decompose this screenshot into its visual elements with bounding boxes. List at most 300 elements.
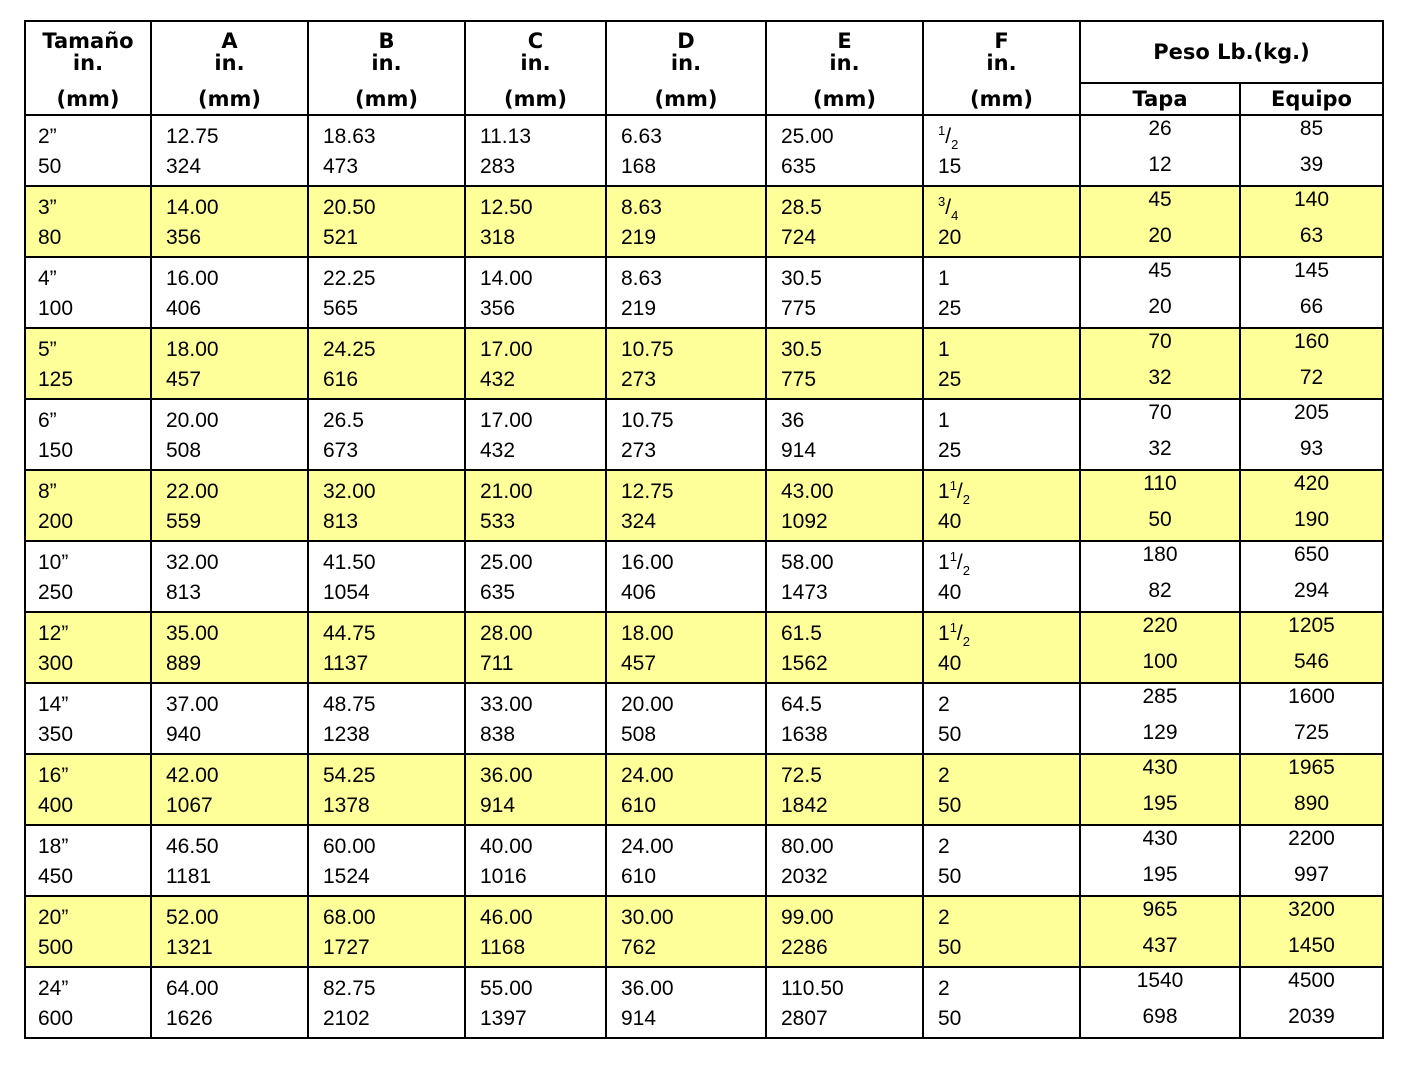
c-mm: 356 (480, 297, 516, 320)
f-in (938, 195, 1079, 221)
cell-c (465, 754, 606, 825)
table-row (25, 967, 1383, 1038)
header-c-title: C (527, 28, 544, 53)
header-size (25, 21, 151, 115)
cell-e (766, 683, 923, 754)
equipo-kg: 725 (1293, 721, 1330, 744)
cell-equipo (1240, 115, 1383, 186)
e-in: 25.00 (781, 125, 834, 148)
f-in (938, 763, 1079, 789)
cell-d (606, 328, 766, 399)
tapa-kg: 437 (1142, 934, 1178, 957)
cell-a (151, 896, 308, 967)
cell-b (308, 967, 465, 1038)
f-mm: 20 (938, 226, 962, 249)
a-in: 32.00 (166, 551, 219, 574)
e-in: 58.00 (781, 551, 834, 574)
equipo-kg: 890 (1293, 792, 1330, 815)
equipo-kg: 72 (1299, 366, 1324, 389)
cell-tapa (1080, 399, 1240, 470)
cell-c (465, 896, 606, 967)
d-mm: 324 (621, 510, 657, 533)
b-in: 22.25 (323, 267, 376, 290)
a-in: 18.00 (166, 338, 219, 361)
e-mm: 914 (781, 439, 817, 462)
equipo-kg: 1450 (1288, 934, 1335, 957)
f-in (938, 408, 1079, 434)
a-in: 37.00 (166, 693, 219, 716)
f-whole: 1 (938, 551, 950, 574)
e-mm: 775 (781, 368, 817, 391)
header-f-unit-mm: (mm) (970, 87, 1033, 112)
f-numerator: 1 (949, 620, 957, 635)
d-mm: 168 (621, 155, 657, 178)
f-whole: 1 (938, 338, 950, 361)
tapa-lb: 180 (1142, 543, 1178, 566)
tapa-kg: 82 (1148, 579, 1172, 602)
e-in: 72.5 (781, 764, 822, 787)
cell-a (151, 754, 308, 825)
c-in: 28.00 (480, 622, 533, 645)
a-mm: 813 (166, 581, 202, 604)
cell-size (25, 754, 151, 825)
cell-b (308, 683, 465, 754)
size-mm: 250 (38, 581, 74, 604)
equipo-lb: 160 (1293, 330, 1330, 353)
tapa-kg: 32 (1148, 437, 1172, 460)
f-whole: 1 (938, 409, 950, 432)
d-in: 36.00 (621, 977, 674, 1000)
f-in (938, 550, 1079, 576)
equipo-lb: 420 (1293, 472, 1330, 495)
header-tapa: Tapa (1080, 83, 1240, 115)
c-in: 12.50 (480, 196, 533, 219)
cell-d (606, 754, 766, 825)
b-in: 32.00 (323, 480, 376, 503)
cell-e (766, 186, 923, 257)
cell-b (308, 257, 465, 328)
cell-b (308, 541, 465, 612)
e-in: 61.5 (781, 622, 822, 645)
tapa-kg: 129 (1142, 721, 1178, 744)
e-mm: 1562 (781, 652, 828, 675)
header-c-unit-mm: (mm) (504, 87, 567, 112)
cell-b (308, 470, 465, 541)
e-in: 64.5 (781, 693, 822, 716)
c-mm: 432 (480, 439, 516, 462)
header-size-title: Tamaño (42, 28, 134, 53)
cell-f (923, 754, 1080, 825)
cell-size (25, 470, 151, 541)
size-mm: 200 (38, 510, 74, 533)
equipo-kg: 66 (1299, 295, 1324, 318)
f-mm: 25 (938, 297, 962, 320)
cell-equipo (1240, 754, 1383, 825)
cell-equipo (1240, 328, 1383, 399)
cell-c (465, 612, 606, 683)
cell-tapa (1080, 612, 1240, 683)
f-slash: / (945, 196, 952, 219)
tapa-kg: 20 (1148, 224, 1172, 247)
cell-b (308, 896, 465, 967)
cell-f (923, 967, 1080, 1038)
equipo-lb: 4500 (1288, 969, 1335, 992)
d-mm: 219 (621, 226, 657, 249)
cell-size (25, 967, 151, 1038)
e-mm: 1638 (781, 723, 828, 746)
cell-tapa (1080, 115, 1240, 186)
header-c-unit-in: in. (520, 50, 551, 75)
equipo-lb: 3200 (1288, 898, 1335, 921)
header-f-unit-in: in. (986, 50, 1017, 75)
cell-a (151, 328, 308, 399)
f-slash: / (956, 480, 963, 503)
a-mm: 1067 (166, 794, 213, 817)
f-whole: 1 (938, 480, 950, 503)
cell-a (151, 967, 308, 1038)
a-in: 20.00 (166, 409, 219, 432)
cell-tapa (1080, 541, 1240, 612)
a-in: 42.00 (166, 764, 219, 787)
table-header (25, 21, 1383, 115)
e-in: 43.00 (781, 480, 834, 503)
a-mm: 940 (166, 723, 202, 746)
f-mm: 50 (938, 1007, 962, 1030)
cell-size (25, 825, 151, 896)
size-mm: 50 (38, 155, 62, 178)
cell-b (308, 612, 465, 683)
cell-e (766, 470, 923, 541)
d-in: 24.00 (621, 764, 674, 787)
equipo-kg: 997 (1293, 863, 1330, 886)
b-in: 68.00 (323, 906, 376, 929)
b-mm: 1054 (323, 581, 370, 604)
a-mm: 559 (166, 510, 202, 533)
table-row (25, 541, 1383, 612)
cell-f (923, 825, 1080, 896)
tapa-lb: 965 (1142, 898, 1178, 921)
cell-equipo (1240, 896, 1383, 967)
cell-size (25, 612, 151, 683)
size-in: 4” (38, 267, 57, 290)
e-mm: 2032 (781, 865, 828, 888)
a-mm: 324 (166, 155, 202, 178)
cell-c (465, 257, 606, 328)
f-whole: 2 (938, 835, 950, 858)
f-mm: 50 (938, 723, 962, 746)
f-in (938, 621, 1079, 647)
f-mm: 50 (938, 794, 962, 817)
cell-e (766, 115, 923, 186)
cell-e (766, 967, 923, 1038)
cell-d (606, 896, 766, 967)
c-in: 21.00 (480, 480, 533, 503)
size-in: 10” (38, 551, 69, 574)
cell-equipo (1240, 683, 1383, 754)
c-mm: 914 (480, 794, 516, 817)
equipo-kg: 294 (1293, 579, 1330, 602)
cell-a (151, 257, 308, 328)
cell-a (151, 825, 308, 896)
f-mm: 40 (938, 510, 962, 533)
f-mm: 40 (938, 652, 962, 675)
cell-d (606, 967, 766, 1038)
size-in: 2” (38, 125, 57, 148)
f-in (938, 905, 1079, 931)
cell-f (923, 328, 1080, 399)
cell-c (465, 683, 606, 754)
e-mm: 2807 (781, 1007, 828, 1030)
table-row (25, 896, 1383, 967)
size-mm: 150 (38, 439, 74, 462)
d-in: 12.75 (621, 480, 674, 503)
table-row (25, 612, 1383, 683)
size-mm: 500 (38, 936, 74, 959)
b-mm: 2102 (323, 1007, 370, 1030)
e-in: 110.50 (781, 977, 844, 1000)
b-mm: 473 (323, 155, 359, 178)
c-mm: 1016 (480, 865, 527, 888)
f-denominator: 4 (951, 208, 959, 223)
f-whole: 2 (938, 693, 950, 716)
e-in: 28.5 (781, 196, 822, 219)
size-mm: 600 (38, 1007, 74, 1030)
c-mm: 635 (480, 581, 516, 604)
table-row (25, 257, 1383, 328)
a-in: 12.75 (166, 125, 219, 148)
header-b (308, 21, 465, 115)
size-in: 24” (38, 977, 69, 1000)
e-mm: 1092 (781, 510, 828, 533)
e-mm: 1473 (781, 581, 828, 604)
size-mm: 300 (38, 652, 74, 675)
cell-d (606, 257, 766, 328)
size-in: 18” (38, 835, 69, 858)
a-in: 46.50 (166, 835, 219, 858)
equipo-lb: 145 (1293, 259, 1330, 282)
c-mm: 283 (480, 155, 516, 178)
c-in: 14.00 (480, 267, 533, 290)
c-mm: 318 (480, 226, 516, 249)
tapa-kg: 100 (1142, 650, 1178, 673)
size-in: 16” (38, 764, 69, 787)
c-mm: 432 (480, 368, 516, 391)
header-e (766, 21, 923, 115)
size-mm: 450 (38, 865, 74, 888)
f-denominator: 2 (962, 563, 970, 578)
cell-size (25, 896, 151, 967)
tapa-kg: 50 (1148, 508, 1172, 531)
cell-equipo (1240, 825, 1383, 896)
cell-a (151, 541, 308, 612)
cell-d (606, 825, 766, 896)
table-row (25, 328, 1383, 399)
cell-c (465, 825, 606, 896)
e-in: 36 (781, 409, 805, 432)
tapa-lb: 430 (1142, 827, 1178, 850)
cell-size (25, 257, 151, 328)
cell-size (25, 115, 151, 186)
cell-e (766, 896, 923, 967)
cell-c (465, 186, 606, 257)
e-in: 80.00 (781, 835, 834, 858)
f-in (938, 266, 1079, 292)
a-mm: 406 (166, 297, 202, 320)
d-mm: 762 (621, 936, 657, 959)
b-in: 54.25 (323, 764, 376, 787)
b-mm: 1727 (323, 936, 370, 959)
c-in: 17.00 (480, 338, 533, 361)
tapa-lb: 1540 (1136, 969, 1184, 992)
f-mm: 15 (938, 155, 962, 178)
cell-f (923, 115, 1080, 186)
c-mm: 533 (480, 510, 516, 533)
cell-size (25, 328, 151, 399)
cell-f (923, 257, 1080, 328)
tapa-lb: 70 (1148, 330, 1172, 353)
f-numerator: 1 (949, 478, 957, 493)
f-in (938, 337, 1079, 363)
f-denominator: 2 (951, 137, 959, 152)
tapa-kg: 698 (1142, 1005, 1178, 1028)
f-whole: 2 (938, 977, 950, 1000)
cell-f (923, 612, 1080, 683)
a-mm: 889 (166, 652, 202, 675)
b-in: 48.75 (323, 693, 376, 716)
e-in: 30.5 (781, 338, 822, 361)
equipo-lb: 650 (1293, 543, 1330, 566)
d-mm: 610 (621, 794, 657, 817)
tapa-kg: 32 (1148, 366, 1172, 389)
cell-e (766, 541, 923, 612)
c-mm: 1168 (480, 936, 526, 959)
equipo-lb: 1965 (1288, 756, 1335, 779)
e-in: 30.5 (781, 267, 822, 290)
cell-b (308, 825, 465, 896)
header-d-unit-mm: (mm) (654, 87, 718, 112)
tapa-kg: 195 (1142, 792, 1178, 815)
d-in: 10.75 (621, 409, 674, 432)
d-in: 8.63 (621, 196, 662, 219)
header-a-title: A (221, 28, 238, 53)
equipo-kg: 63 (1299, 224, 1324, 247)
table-row (25, 399, 1383, 470)
cell-tapa (1080, 754, 1240, 825)
cell-tapa (1080, 470, 1240, 541)
tapa-lb: 285 (1142, 685, 1178, 708)
a-mm: 457 (166, 368, 202, 391)
cell-c (465, 470, 606, 541)
dimensions-table (24, 20, 1384, 1039)
cell-tapa (1080, 186, 1240, 257)
equipo-lb: 1205 (1288, 614, 1335, 637)
size-in: 8” (38, 480, 57, 503)
a-mm: 1626 (166, 1007, 213, 1030)
header-a (151, 21, 308, 115)
header-e-unit-in: in. (829, 50, 860, 75)
c-mm: 838 (480, 723, 516, 746)
cell-a (151, 186, 308, 257)
tapa-lb: 26 (1148, 117, 1172, 140)
cell-size (25, 399, 151, 470)
cell-c (465, 967, 606, 1038)
f-whole: 2 (938, 764, 950, 787)
cell-c (465, 115, 606, 186)
size-mm: 100 (38, 297, 74, 320)
size-in: 14” (38, 693, 69, 716)
b-in: 44.75 (323, 622, 376, 645)
e-mm: 635 (781, 155, 817, 178)
e-mm: 724 (781, 226, 817, 249)
size-in: 5” (38, 338, 57, 361)
header-e-title: E (837, 28, 852, 53)
tapa-lb: 70 (1148, 401, 1172, 424)
cell-f (923, 186, 1080, 257)
cell-equipo (1240, 967, 1383, 1038)
tapa-lb: 45 (1148, 259, 1172, 282)
equipo-lb: 1600 (1288, 685, 1335, 708)
f-mm: 25 (938, 439, 962, 462)
cell-e (766, 612, 923, 683)
f-slash: / (945, 125, 952, 148)
b-in: 60.00 (323, 835, 376, 858)
c-in: 40.00 (480, 835, 533, 858)
cell-b (308, 115, 465, 186)
cell-tapa (1080, 896, 1240, 967)
header-size-unit-mm: (mm) (56, 87, 120, 112)
b-mm: 1524 (323, 865, 370, 888)
header-d-unit-in: in. (670, 50, 702, 75)
cell-tapa (1080, 683, 1240, 754)
b-in: 26.5 (323, 409, 364, 432)
equipo-kg: 39 (1299, 153, 1324, 176)
a-in: 64.00 (166, 977, 219, 1000)
cell-equipo (1240, 257, 1383, 328)
equipo-kg: 190 (1293, 508, 1330, 531)
b-mm: 616 (323, 368, 359, 391)
cell-f (923, 683, 1080, 754)
tapa-lb: 45 (1148, 188, 1172, 211)
f-numerator: 1 (949, 549, 957, 564)
b-in: 82.75 (323, 977, 376, 1000)
cell-e (766, 328, 923, 399)
header-a-unit-mm: (mm) (198, 87, 261, 112)
equipo-kg: 93 (1299, 437, 1324, 460)
cell-f (923, 470, 1080, 541)
header-d (606, 21, 766, 115)
d-mm: 457 (621, 652, 657, 675)
c-in: 25.00 (480, 551, 533, 574)
a-mm: 356 (166, 226, 202, 249)
b-mm: 673 (323, 439, 359, 462)
cell-equipo (1240, 470, 1383, 541)
cell-d (606, 612, 766, 683)
b-in: 41.50 (323, 551, 376, 574)
size-mm: 80 (38, 226, 62, 249)
b-mm: 1238 (323, 723, 370, 746)
header-b-unit-mm: (mm) (355, 87, 418, 112)
a-mm: 1321 (166, 936, 213, 959)
a-in: 16.00 (166, 267, 219, 290)
d-in: 8.63 (621, 267, 662, 290)
equipo-lb: 2200 (1288, 827, 1335, 850)
d-mm: 508 (621, 723, 657, 746)
cell-b (308, 754, 465, 825)
f-numerator: 3 (938, 194, 946, 209)
cell-a (151, 115, 308, 186)
b-mm: 521 (323, 226, 359, 249)
header-b-unit-in: in. (371, 50, 402, 75)
